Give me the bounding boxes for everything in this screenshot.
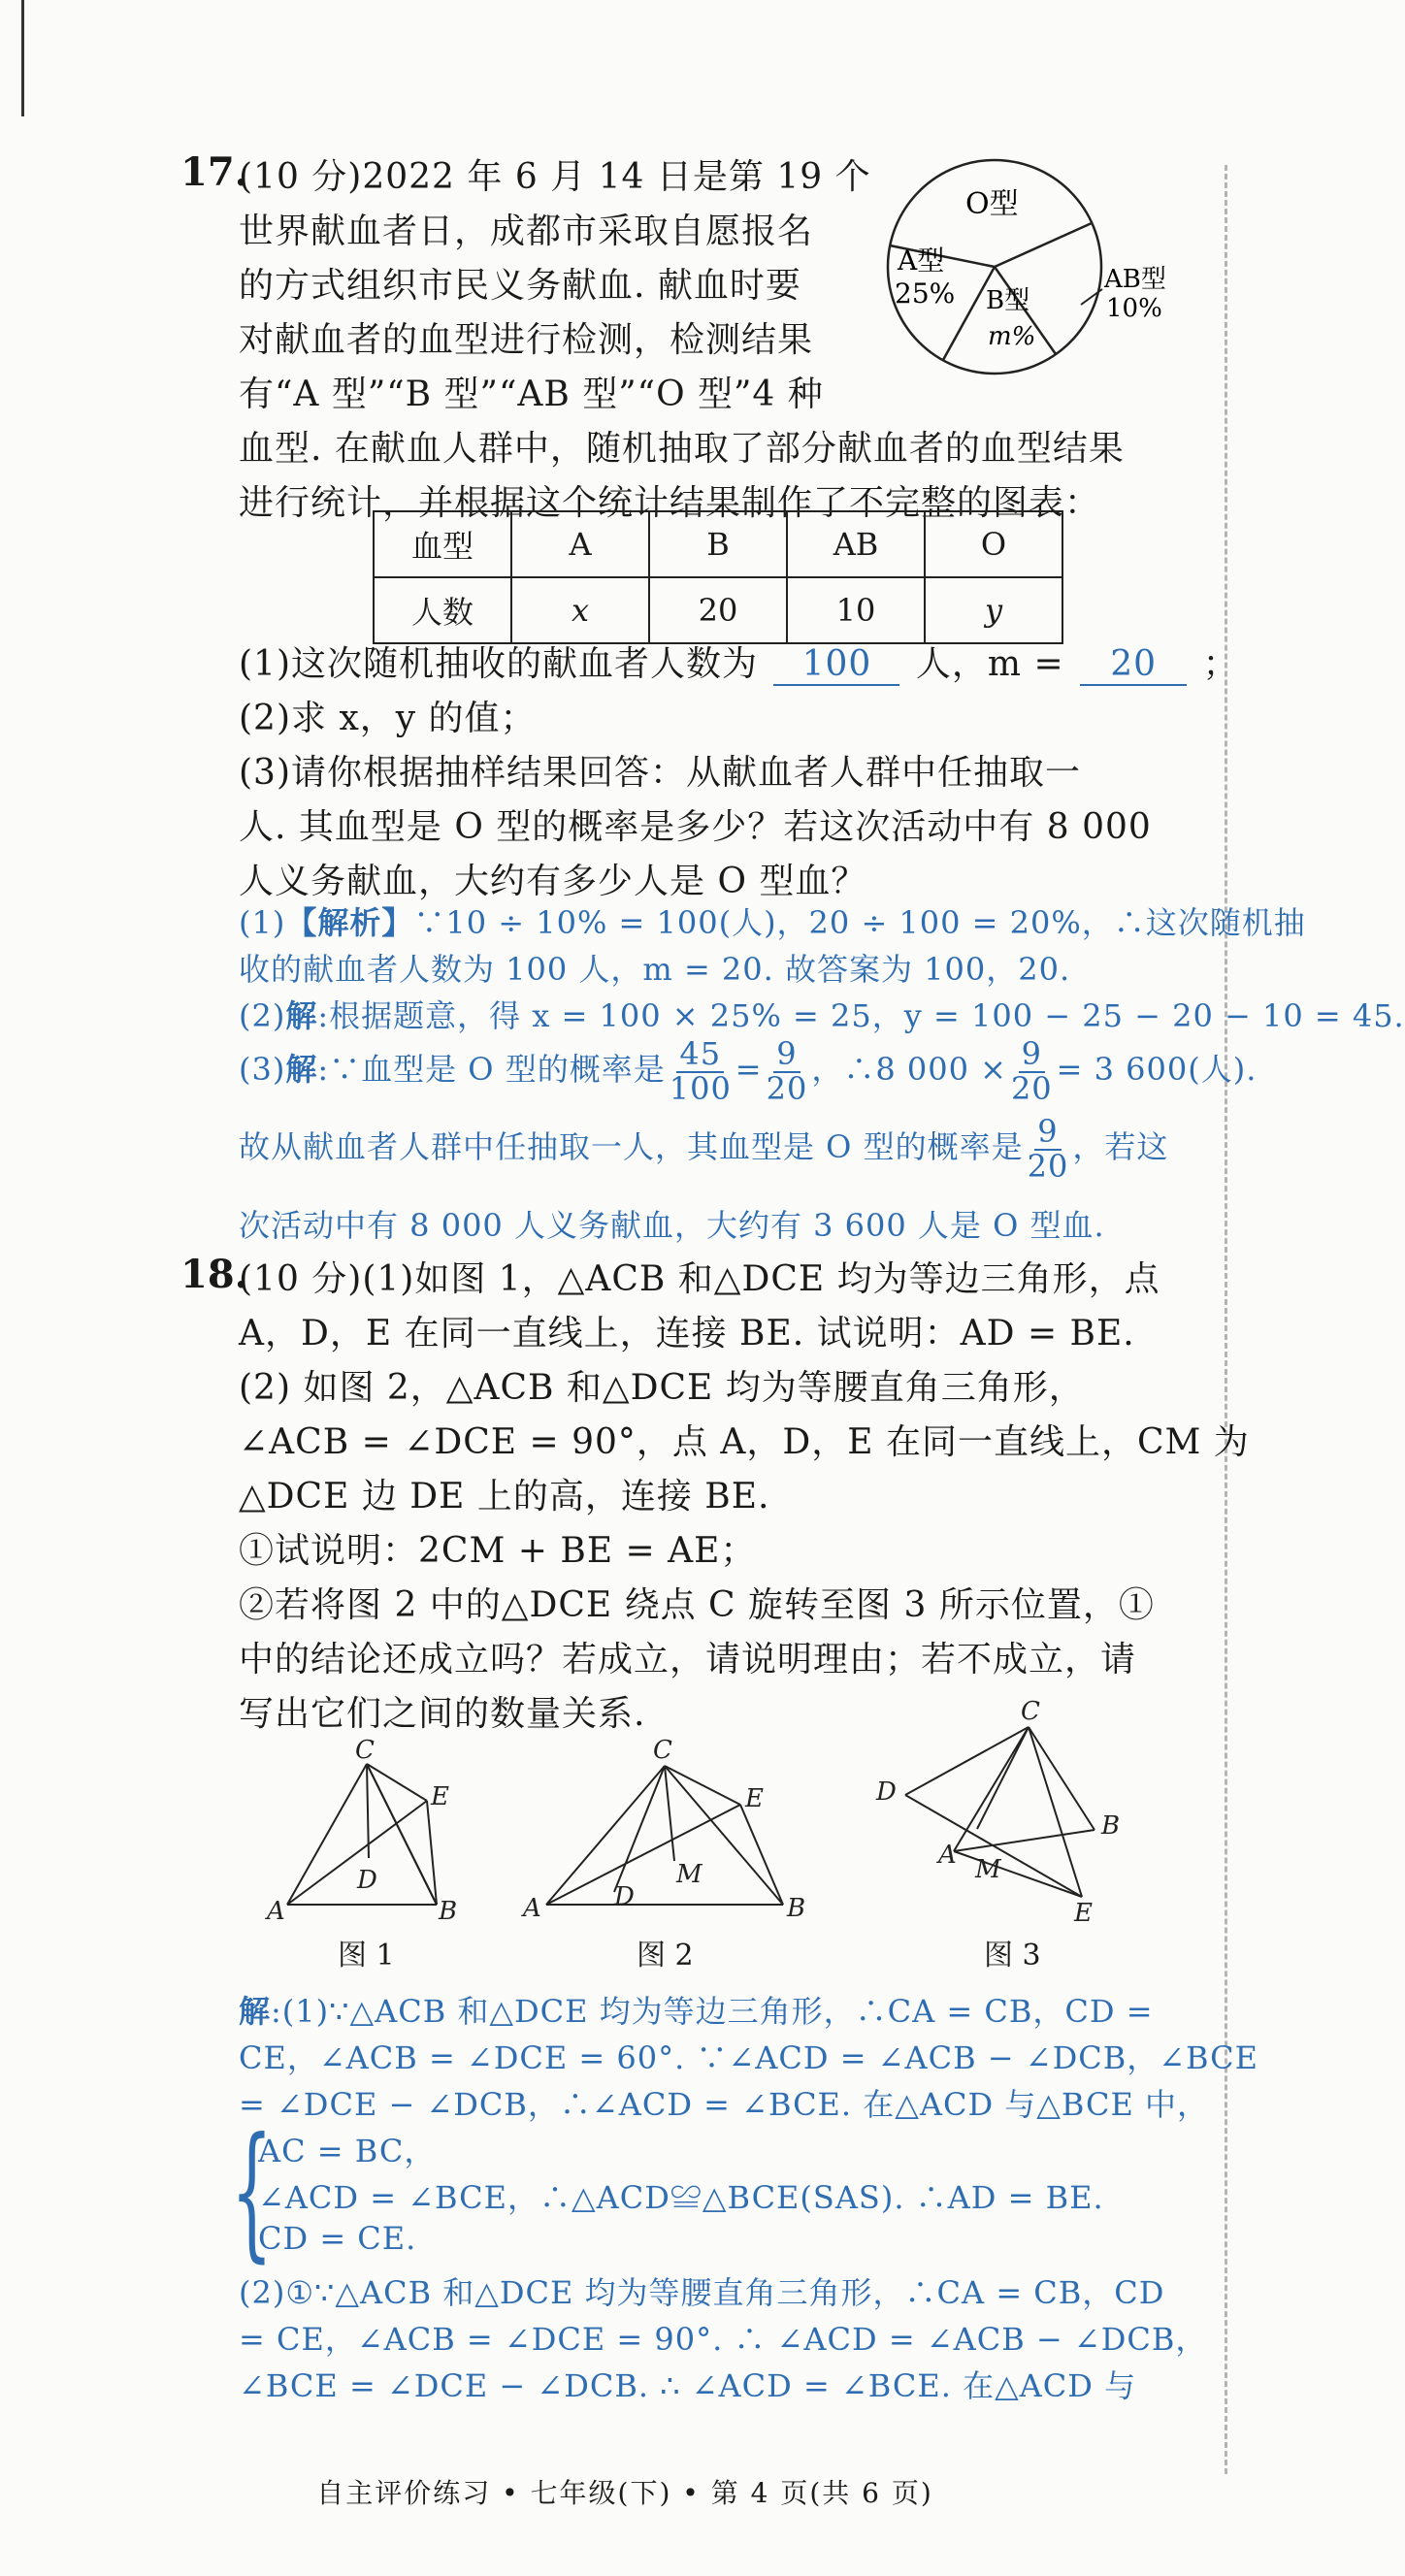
pie-label-b: B型 xyxy=(986,286,1030,315)
analysis-tag: 【解析】 xyxy=(285,904,414,941)
table-row xyxy=(374,577,1062,643)
label-D: D xyxy=(614,1882,635,1911)
fraction-9-20: $\frac{9}{20}$ xyxy=(766,1035,808,1107)
table-cell: 血型 xyxy=(374,511,511,577)
sub1-prefix: (1)这次随机抽收的献血者人数为 xyxy=(239,644,758,684)
q17-solution-3c: 次活动中有 8 000 人义务献血，大约有 3 600 人是 O 型血. xyxy=(239,1207,1105,1244)
q17-line-4: 对献血者的血型进行检测，检测结果 xyxy=(239,320,814,360)
sub1-mid: 人，m = xyxy=(915,644,1064,684)
system-line-2: ∠ACD = ∠BCE，∴△ACD≌△BCE(SAS). ∴AD = BE. xyxy=(258,2179,1104,2216)
table-cell: y xyxy=(925,577,1062,643)
q17-sub3-line2: 人. 其血型是 O 型的概率是多少？若这次活动中有 8 000 xyxy=(239,807,1152,847)
q18-solution-2-line-3: ∠BCE = ∠DCE − ∠DCB. ∴ ∠ACD = ∠BCE. 在△ACD 与 xyxy=(239,2367,1137,2404)
label-A: A xyxy=(267,1897,285,1926)
table-cell: AB xyxy=(787,511,925,577)
answer-blank-m: 20 xyxy=(1080,644,1187,686)
q17-line-2: 世界献血者日，成都市采取自愿报名 xyxy=(239,212,814,251)
question-number: 17. xyxy=(180,149,248,195)
q18-solution-line-2: CE，∠ACB = ∠DCE = 60°. ∵∠ACD = ∠ACB − ∠DCB，∠BCE xyxy=(239,2039,1258,2076)
sol-text: ，若这 xyxy=(1072,1128,1169,1166)
figure-3 xyxy=(868,1697,1179,1928)
sol-label: (3) xyxy=(239,1051,286,1089)
solution-tag: 解 xyxy=(239,1993,272,2030)
q18-line-1: (10 分)(1)如图 1，△ACB 和△DCE 均为等边三角形，点 xyxy=(239,1259,1160,1299)
q17-solution-1a xyxy=(239,898,1306,943)
system-line-3: CD = CE. xyxy=(258,2220,417,2257)
table-cell: O xyxy=(925,511,1062,577)
solution-tag: 解 xyxy=(285,997,318,1034)
q17-sub2: (2)求 x，y 的值； xyxy=(239,699,537,738)
fraction-45-100: $\frac{45}{100}$ xyxy=(669,1035,732,1107)
label-E: E xyxy=(1074,1899,1093,1928)
q17-line-3: 的方式组织市民义务献血. 献血时要 xyxy=(239,266,801,306)
solution-tag: 解 xyxy=(285,1051,318,1089)
sub1-end: ； xyxy=(1202,644,1239,684)
sol-text: :∵血型是 O 型的概率是 xyxy=(317,1051,666,1089)
sol-label: (2) xyxy=(239,997,286,1034)
label-B: B xyxy=(439,1897,458,1926)
pie-divider-c xyxy=(995,223,1092,267)
sol-text: :根据题意，得 x = 100 × 25% = 25，y = 100 − 25 − 20 − 10 = 45. xyxy=(317,997,1405,1034)
q17-solution-3b xyxy=(239,1113,1169,1185)
q18-line-7: ②若将图 2 中的△DCE 绕点 C 旋转至图 3 所示位置，① xyxy=(239,1585,1155,1625)
pie-label-o: O型 xyxy=(965,187,1019,221)
label-A: A xyxy=(938,1841,957,1870)
q18-line-3: (2) 如图 2，△ACB 和△DCE 均为等腰直角三角形， xyxy=(239,1368,1085,1408)
label-C: C xyxy=(653,1736,672,1765)
table-cell: 人数 xyxy=(374,577,511,643)
equals: = xyxy=(735,1051,763,1089)
label-B: B xyxy=(1101,1811,1121,1841)
q18-line-4: ∠ACB = ∠DCE = 90°，点 A，D，E 在同一直线上，CM 为 xyxy=(239,1422,1250,1462)
q18-solution-2-line-1: (2)①∵△ACB 和△DCE 均为等腰直角三角形，∴CA = CB，CD xyxy=(239,2274,1165,2311)
label-B: B xyxy=(787,1894,806,1923)
label-A: A xyxy=(523,1894,541,1923)
question-number: 18. xyxy=(180,1252,248,1297)
label-C: C xyxy=(1021,1697,1040,1726)
sol-text: 故从献血者人群中任抽取一人，其血型是 O 型的概率是 xyxy=(239,1128,1024,1166)
q17-line-7: 进行统计，并根据这个统计结果制作了不完整的图表： xyxy=(239,483,1101,523)
table-cell: x xyxy=(511,577,649,643)
label-M: M xyxy=(676,1860,702,1889)
table-row xyxy=(374,511,1062,577)
label-M: M xyxy=(975,1855,1001,1884)
label-E: E xyxy=(745,1784,764,1813)
system-brace: { xyxy=(231,2107,273,2276)
q17-sub1 xyxy=(239,636,1239,686)
q18-line-2: A，D，E 在同一直线上，连接 BE. 试说明：AD = BE. xyxy=(239,1314,1135,1353)
q17-sub3-line1: (3)请你根据抽样结果回答：从献血者人群中任抽取一 xyxy=(239,753,1081,793)
q18-line-9: 写出它们之间的数量关系. xyxy=(239,1694,646,1734)
table-cell: B xyxy=(649,511,787,577)
q18-solution-line-3: = ∠DCE − ∠DCB，∴∠ACD = ∠BCE. 在△ACD 与△BCE 中， xyxy=(239,2086,1210,2123)
page-footer: 自主评价练习 • 七年级(下) • 第 4 页(共 6 页) xyxy=(316,2477,933,2509)
q18-line-5: △DCE 边 DE 上的高，连接 BE. xyxy=(239,1477,770,1516)
q17-solution-1b: 收的献血者人数为 100 人，m = 20. 故答案为 100，20. xyxy=(239,951,1071,988)
question-18 xyxy=(0,1252,1258,2416)
question-17 xyxy=(0,0,1405,1261)
blood-type-table xyxy=(373,510,1063,644)
fraction-9-20: $\frac{9}{20}$ xyxy=(1010,1035,1053,1107)
q18-line-6: ①试说明：2CM + BE = AE； xyxy=(239,1531,757,1571)
q17-line-1: (10 分)2022 年 6 月 14 日是第 19 个 xyxy=(239,157,871,197)
q17-line-6: 血型. 在献血人群中，随机抽取了部分献血者的血型结果 xyxy=(239,429,1125,469)
sol-text: ，∴8 000 × xyxy=(811,1051,1007,1089)
label-C: C xyxy=(355,1736,375,1765)
pie-label-a: A型 xyxy=(898,245,945,277)
sol-text: ∵10 ÷ 10% = 100(人)，20 ÷ 100 = 20%，∴这次随机抽 xyxy=(413,904,1306,941)
pie-pct-a: 25% xyxy=(895,277,956,310)
q18-line-8: 中的结论还成立吗？若成立，请说明理由；若不成立，请 xyxy=(239,1640,1137,1679)
pie-pct-b: m% xyxy=(988,322,1036,351)
label-D: D xyxy=(357,1866,377,1895)
pie-pct-ab: 10% xyxy=(1106,294,1162,323)
table-cell: 10 xyxy=(787,577,925,643)
q18-solution-2-line-2: = CE，∠ACB = ∠DCE = 90°. ∴ ∠ACD = ∠ACB − ∠DCB， xyxy=(239,2321,1208,2358)
sol-text: = 3 600(人). xyxy=(1056,1051,1258,1089)
fraction-9-20: $\frac{9}{20}$ xyxy=(1027,1113,1069,1185)
figure-3-caption: 图 3 xyxy=(984,1939,1041,1973)
label-E: E xyxy=(431,1782,449,1811)
table-cell: A xyxy=(511,511,649,577)
system-line-1: AC = BC， xyxy=(258,2133,437,2169)
q17-solution-2 xyxy=(239,992,1405,1036)
q18-solution-line-1 xyxy=(239,1987,1154,2032)
blood-type-pie-chart xyxy=(873,146,1193,378)
figure-2-caption: 图 2 xyxy=(637,1939,694,1973)
figure-1-caption: 图 1 xyxy=(338,1939,395,1973)
sol-label: (1) xyxy=(239,904,286,941)
ab-pointer xyxy=(1081,289,1102,305)
answer-blank-total: 100 xyxy=(773,644,899,686)
figure-1 xyxy=(262,1736,475,1926)
pie-label-ab: AB型 xyxy=(1104,265,1166,294)
figure-2 xyxy=(519,1737,810,1921)
label-D: D xyxy=(876,1777,897,1807)
q17-sub3-line3: 人义务献血，大约有多少人是 O 型血？ xyxy=(239,862,867,901)
q17-line-5: 有“A 型”“B 型”“AB 型”“O 型”4 种 xyxy=(239,375,824,414)
table-cell: 20 xyxy=(649,577,787,643)
sol-text: :(1)∵△ACB 和△DCE 均为等边三角形，∴CA = CB，CD = xyxy=(271,1993,1154,2030)
q17-solution-3 xyxy=(239,1035,1258,1107)
